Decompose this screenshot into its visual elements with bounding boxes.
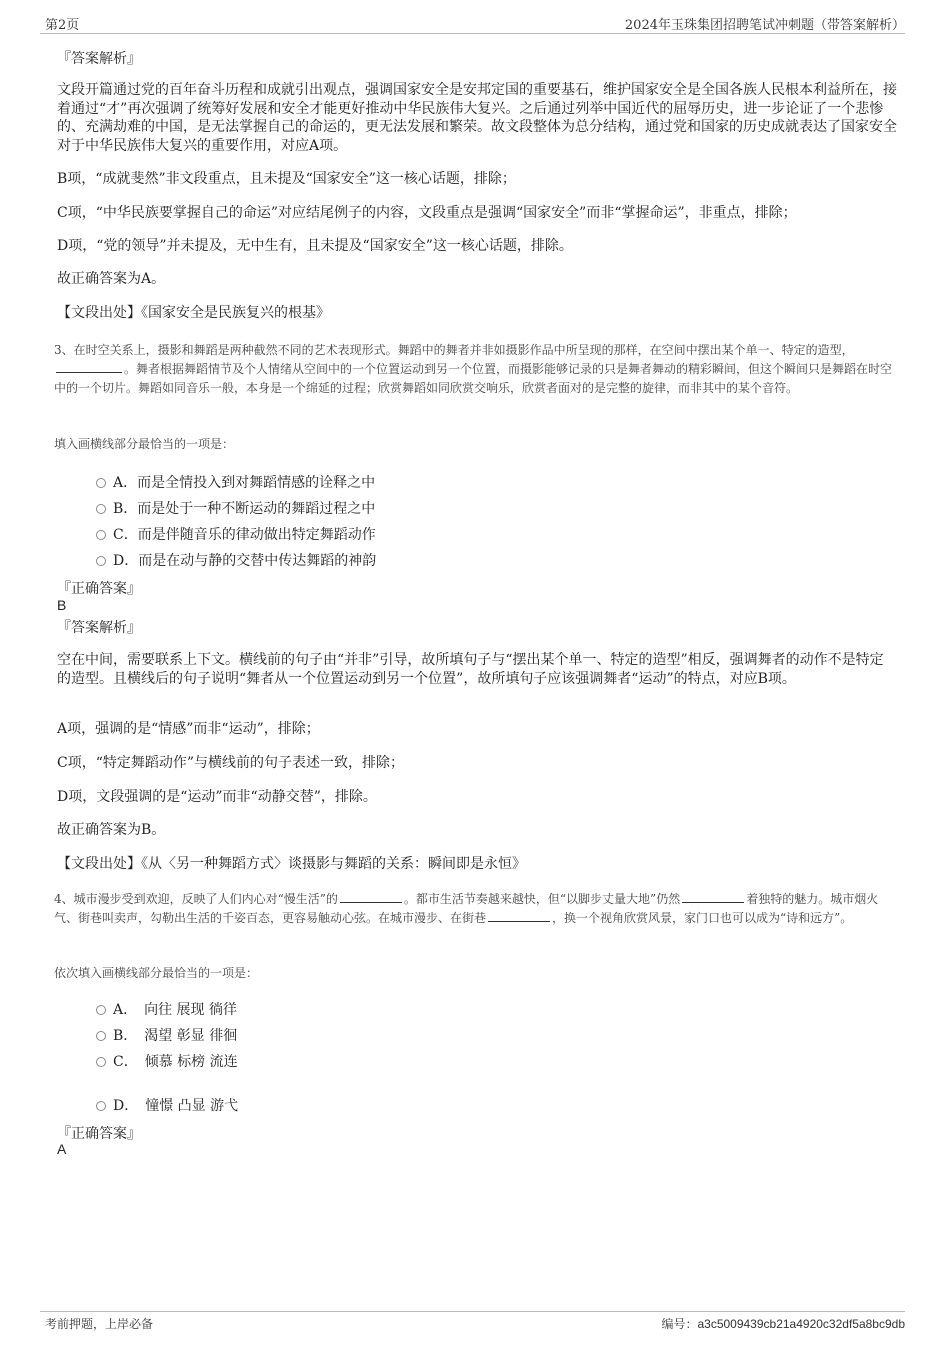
option-b-analysis: B项，“成就斐然”非文段重点，且未提及“国家安全”这一核心话题，排除； (57, 171, 516, 187)
radio-icon[interactable] (96, 1101, 106, 1111)
conclusion: 故正确答案为B。 (57, 822, 166, 838)
page-header (40, 13, 905, 34)
analysis-paragraph: 文段开篇通过党的百年奋斗历程和成就引出观点，强调国家安全是安邦定国的重要基石，维护国家安全是全国各族人民根本利益所在，接着通过“才”再次强调了统筹好发展和安全才能更好推动中华民族伟大复兴。之后通过列举中国近代的屈辱历史，进一步论证了一个悲惨的、充满劫难的中国，是无法掌握自己的命运的，更无法发展和繁荣。故文段整体为总分结构，通过党和国家的历史成就表达了国家安全对于中华民族伟大复兴的重要作用，对应A项。 (57, 82, 897, 154)
radio-icon[interactable] (96, 1057, 106, 1067)
question-4-prompt: 依次填入画横线部分最恰当的一项是： (54, 966, 259, 980)
fill-blank (56, 362, 122, 373)
correct-answer-label: 『正确答案』 (57, 1126, 141, 1142)
radio-icon[interactable] (96, 530, 106, 540)
correct-answer: A (57, 1141, 67, 1157)
option-c-analysis: C项，“中华民族要掌握自己的命运”对应结尾例子的内容，文段重点是强调“国家安全”而非“掌握命运”，非重点，排除； (57, 205, 797, 221)
radio-icon[interactable] (96, 478, 106, 488)
source-citation: 【文段出处】《国家安全是民族复兴的根基》 (57, 305, 330, 321)
question-3-prompt: 填入画横线部分最恰当的一项是： (54, 437, 235, 451)
radio-icon[interactable] (96, 556, 106, 566)
correct-answer: B (57, 597, 67, 613)
correct-answer-label: 『正确答案』 (57, 581, 141, 597)
page-number: 第2页 (45, 18, 80, 33)
fill-blank (682, 892, 744, 903)
fill-blank (340, 892, 402, 903)
question-3-text: 3、在时空关系上，摄影和舞蹈是两种截然不同的艺术表现形式。舞蹈中的舞者并非如摄影作品中所呈现的那样，在空间中摆出某个单一、特定的造型，。舞者根据舞蹈情节及个人情绪从空间中的一个位置运动到另一个位置，而摄影能够记录的只是舞者舞动的精彩瞬间，但这个瞬间只是舞蹈在时空中的一个切片。舞蹈如同音乐一般，本身是一个绵延的过程；欣赏舞蹈如同欣赏交响乐，欣赏者面对的是完整的旋律，而非其中的某个音符。 (54, 343, 893, 395)
q4-option-d[interactable]: D． 憧憬 凸显 游弋 (96, 1095, 238, 1115)
option-d-analysis: D项，文段强调的是“运动”而非“动静交替”，排除。 (57, 789, 377, 805)
document-title: 2024年玉珠集团招聘笔试冲刺题（带答案解析） (624, 18, 905, 33)
option-d-analysis: D项，“党的领导”并未提及，无中生有，且未提及“国家安全”这一核心话题，排除。 (57, 238, 573, 254)
q3-option-c[interactable]: C．而是伴随音乐的律动做出特定舞蹈动作 (96, 524, 376, 544)
source-citation: 【文段出处】《从〈另一种舞蹈方式〉谈摄影与舞蹈的关系：瞬间即是永恒》 (57, 856, 526, 872)
radio-icon[interactable] (96, 1005, 106, 1015)
option-a-analysis: A项，强调的是“情感”而非“运动”，排除； (57, 721, 320, 737)
q4-option-c[interactable]: C． 倾慕 标榜 流连 (96, 1051, 238, 1071)
q3-option-d[interactable]: D．而是在动与静的交替中传达舞蹈的神韵 (96, 550, 376, 570)
question-4-text: 4、城市漫步受到欢迎，反映了人们内心对“慢生活”的 。都市生活节奏越来越快，但“以脚步丈量大地”仍然 着独特的魅力。城市烟火气、街巷叫卖声，勾勒出生活的千姿百态，更容易触动心弦。在城市漫步、在街巷 ，换一个视角欣赏风景，家门口也可以成为“诗和远方”。 (54, 892, 879, 925)
q3-option-b[interactable]: B．而是处于一种不断运动的舞蹈过程之中 (96, 498, 375, 518)
document-id: 编号：a3c5009439cb21a4920c32df5a8bc9db (661, 1317, 905, 1331)
footer-slogan: 考前押题，上岸必备 (45, 1317, 154, 1331)
conclusion: 故正确答案为A。 (57, 271, 166, 287)
page-footer (40, 1311, 905, 1331)
radio-icon[interactable] (96, 1031, 106, 1041)
fill-blank (488, 911, 550, 922)
q4-option-b[interactable]: B． 渴望 彰显 徘徊 (96, 1025, 237, 1045)
option-c-analysis: C项，“特定舞蹈动作”与横线前的句子表述一致，排除； (57, 755, 405, 771)
analysis-paragraph: 空在中间，需要联系上下文。横线前的句子由“并非”引导，故所填句子与“摆出某个单一、特定的造型”相反，强调舞者的动作不是特定的造型。且横线后的句子说明“舞者从一个位置运动到另一个位置”，故所填句子应该强调舞者“运动”的特点，对应B项。 (57, 652, 884, 687)
analysis-label: 『答案解析』 (57, 51, 141, 67)
analysis-label: 『答案解析』 (57, 620, 141, 636)
q4-option-a[interactable]: A． 向往 展现 徜徉 (96, 999, 237, 1019)
radio-icon[interactable] (96, 504, 106, 514)
q3-option-a[interactable]: A．而是全情投入到对舞蹈情感的诠释之中 (96, 472, 375, 492)
